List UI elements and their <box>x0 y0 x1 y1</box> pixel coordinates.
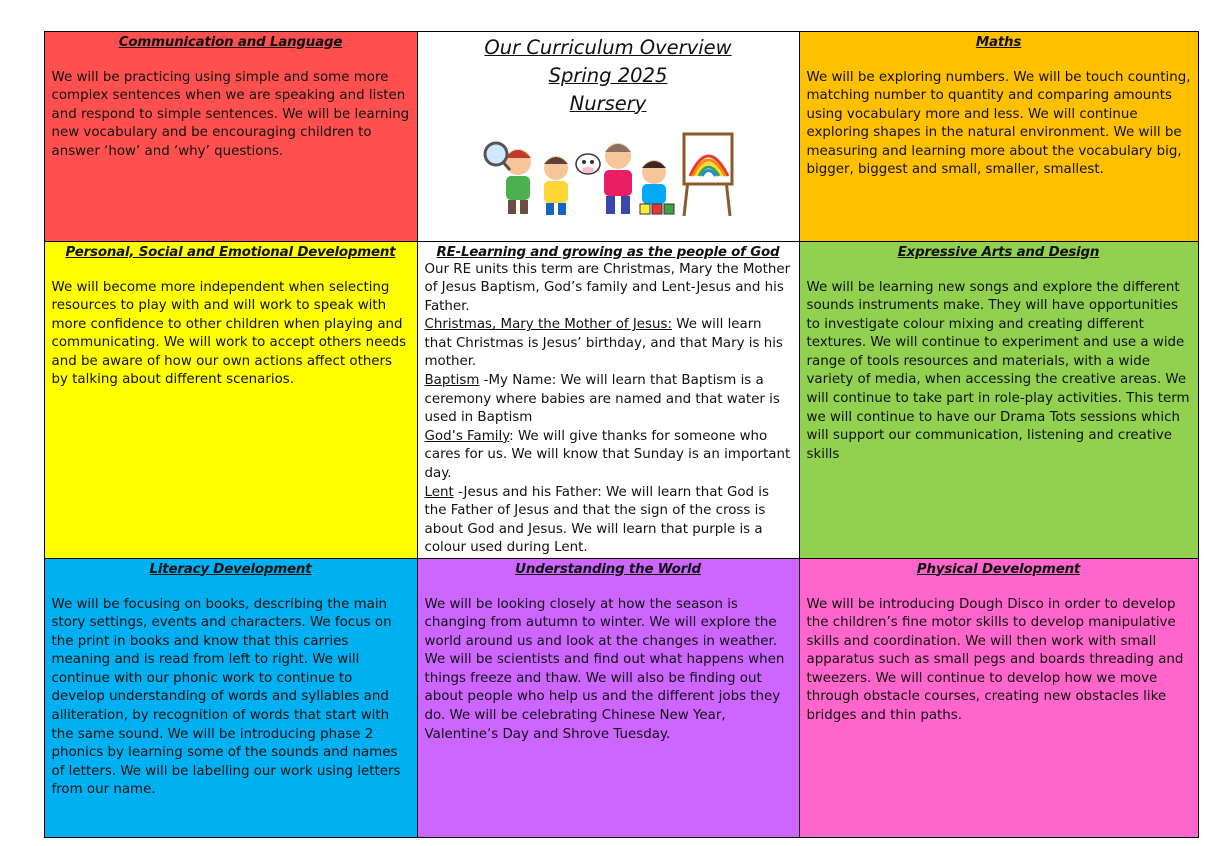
child-icon-2 <box>604 143 632 214</box>
term-label: Spring 2025 <box>548 63 668 87</box>
re-title: RE-Learning and growing as the people of God <box>436 244 780 260</box>
communication-language-title: Communication and Language <box>118 34 343 50</box>
re-baptism-text: -My Name: We will learn that Baptism is a ceremony where babies are named and that water is used in Baptism <box>424 373 780 426</box>
child-blocks-icon <box>640 160 674 214</box>
re-lent-text: -Jesus and his Father: We will learn that God is the Father of Jesus and that the sign of the cross is about God and Jesus. We will learn that purple is a colour used during Lent. <box>424 484 769 556</box>
curriculum-grid <box>44 31 1198 837</box>
re-panel <box>417 241 800 559</box>
easel-icon <box>684 134 732 216</box>
class-label: Nursery <box>569 91 647 115</box>
physical-development-title: Physical Development <box>916 561 1081 577</box>
re-christmas-label: Christmas, Mary the Mother of Jesus: <box>424 317 672 333</box>
maths-title: Maths <box>975 34 1022 50</box>
child-magnifier-icon <box>485 143 531 214</box>
understanding-world-panel <box>417 558 800 838</box>
literacy-text: We will be focusing on books, describing the main story settings, events and characters. We focus on the print in books and know that this carries meaning and is read from left to right. We will continue with our phonic work to continue to develop understanding of words and syllables and alliteration, by recognition of words that start with the same sound. We will be introducing phase 2 phonics by learning some of the sounds and names of letters. We will be labelling our work using letters from our name. <box>51 596 401 798</box>
page-title: Our Curriculum Overview <box>484 35 732 59</box>
psed-panel <box>44 241 418 559</box>
re-family-text: : We will give thanks for someone who cares for us. We will know that Sunday is an important day. <box>424 428 791 482</box>
expressive-arts-title: Expressive Arts and Design <box>897 244 1100 260</box>
psed-title: Personal, Social and Emotional Development <box>65 244 396 260</box>
maths-panel <box>799 31 1199 242</box>
maths-text: We will be exploring numbers. We will be touch counting, matching number to quantity and comparing amounts using vocabulary more and less. We will continue exploring shapes in the natural environment. We will be measuring and learning more about the vocabulary big, bigger, biggest and small, smaller, smallest. <box>806 69 1191 178</box>
re-christmas-text: We will learn that Christmas is Jesus’ birthday, and that Mary is his mother. <box>424 317 783 370</box>
children-clipart <box>478 124 738 219</box>
re-lent-label: Lent <box>424 484 454 500</box>
communication-language-text: We will be practicing using simple and some more complex sentences when we are speaking and listen and respond to simple sentences. We will be learning new vocabulary and be encouraging children to answer ‘how’ and ‘why’ questions. <box>51 69 410 159</box>
literacy-title: Literacy Development <box>149 561 312 577</box>
literacy-panel <box>44 558 418 838</box>
re-intro: Our RE units this term are Christmas, Mary the Mother of Jesus Baptism, God’s family and Lent-Jesus and his Father. <box>424 261 791 314</box>
header-panel <box>417 31 800 242</box>
understanding-world-title: Understanding the World <box>515 561 701 577</box>
child-icon <box>544 156 568 215</box>
expressive-arts-text: We will be learning new songs and explore the different sounds instruments make. They will have opportunities to investigate colour mixing and creating different textures. We will continue to experiment and use a wide range of tools resources and materials, with a wide variety of media, when accessing the creative areas. We will continue to take part in role-play activities. This term we will continue to have our Drama Tots sessions which will support our communication, listening and creative skills <box>806 279 1190 462</box>
re-family-label: God’s Family <box>424 428 510 444</box>
physical-development-panel <box>799 558 1199 838</box>
understanding-world-text: We will be looking closely at how the season is changing from autumn to winter. We will explore the world around us and look at the changes in weather. We will be scientists and find out what happens when things freeze and thaw. We will also be finding out about people who help us and the different jobs they do. We will be celebrating Chinese New Year, Valentine’s Day and Shrove Tuesday. <box>424 596 785 742</box>
communication-language-panel <box>44 31 418 242</box>
expressive-arts-panel <box>799 241 1199 559</box>
re-text <box>425 261 792 559</box>
psed-text: We will become more independent when selecting resources to play with and will work to speak with more confidence to other children when playing and communicating. We will work to accept others needs and be aware of how our own actions affect others by talking about different scenarios. <box>51 279 407 388</box>
physical-development-text: We will be introducing Dough Disco in order to develop the children’s fine motor skills to develop manipulative skills and coordination. We will then work with small apparatus such as small pegs and boards threading and tweezers. We will continue to develop how we move through obstacle courses, creating new obstacles like bridges and thin paths. <box>806 596 1184 724</box>
toy-cow-icon <box>576 154 600 174</box>
re-baptism-label: Baptism <box>424 373 480 389</box>
